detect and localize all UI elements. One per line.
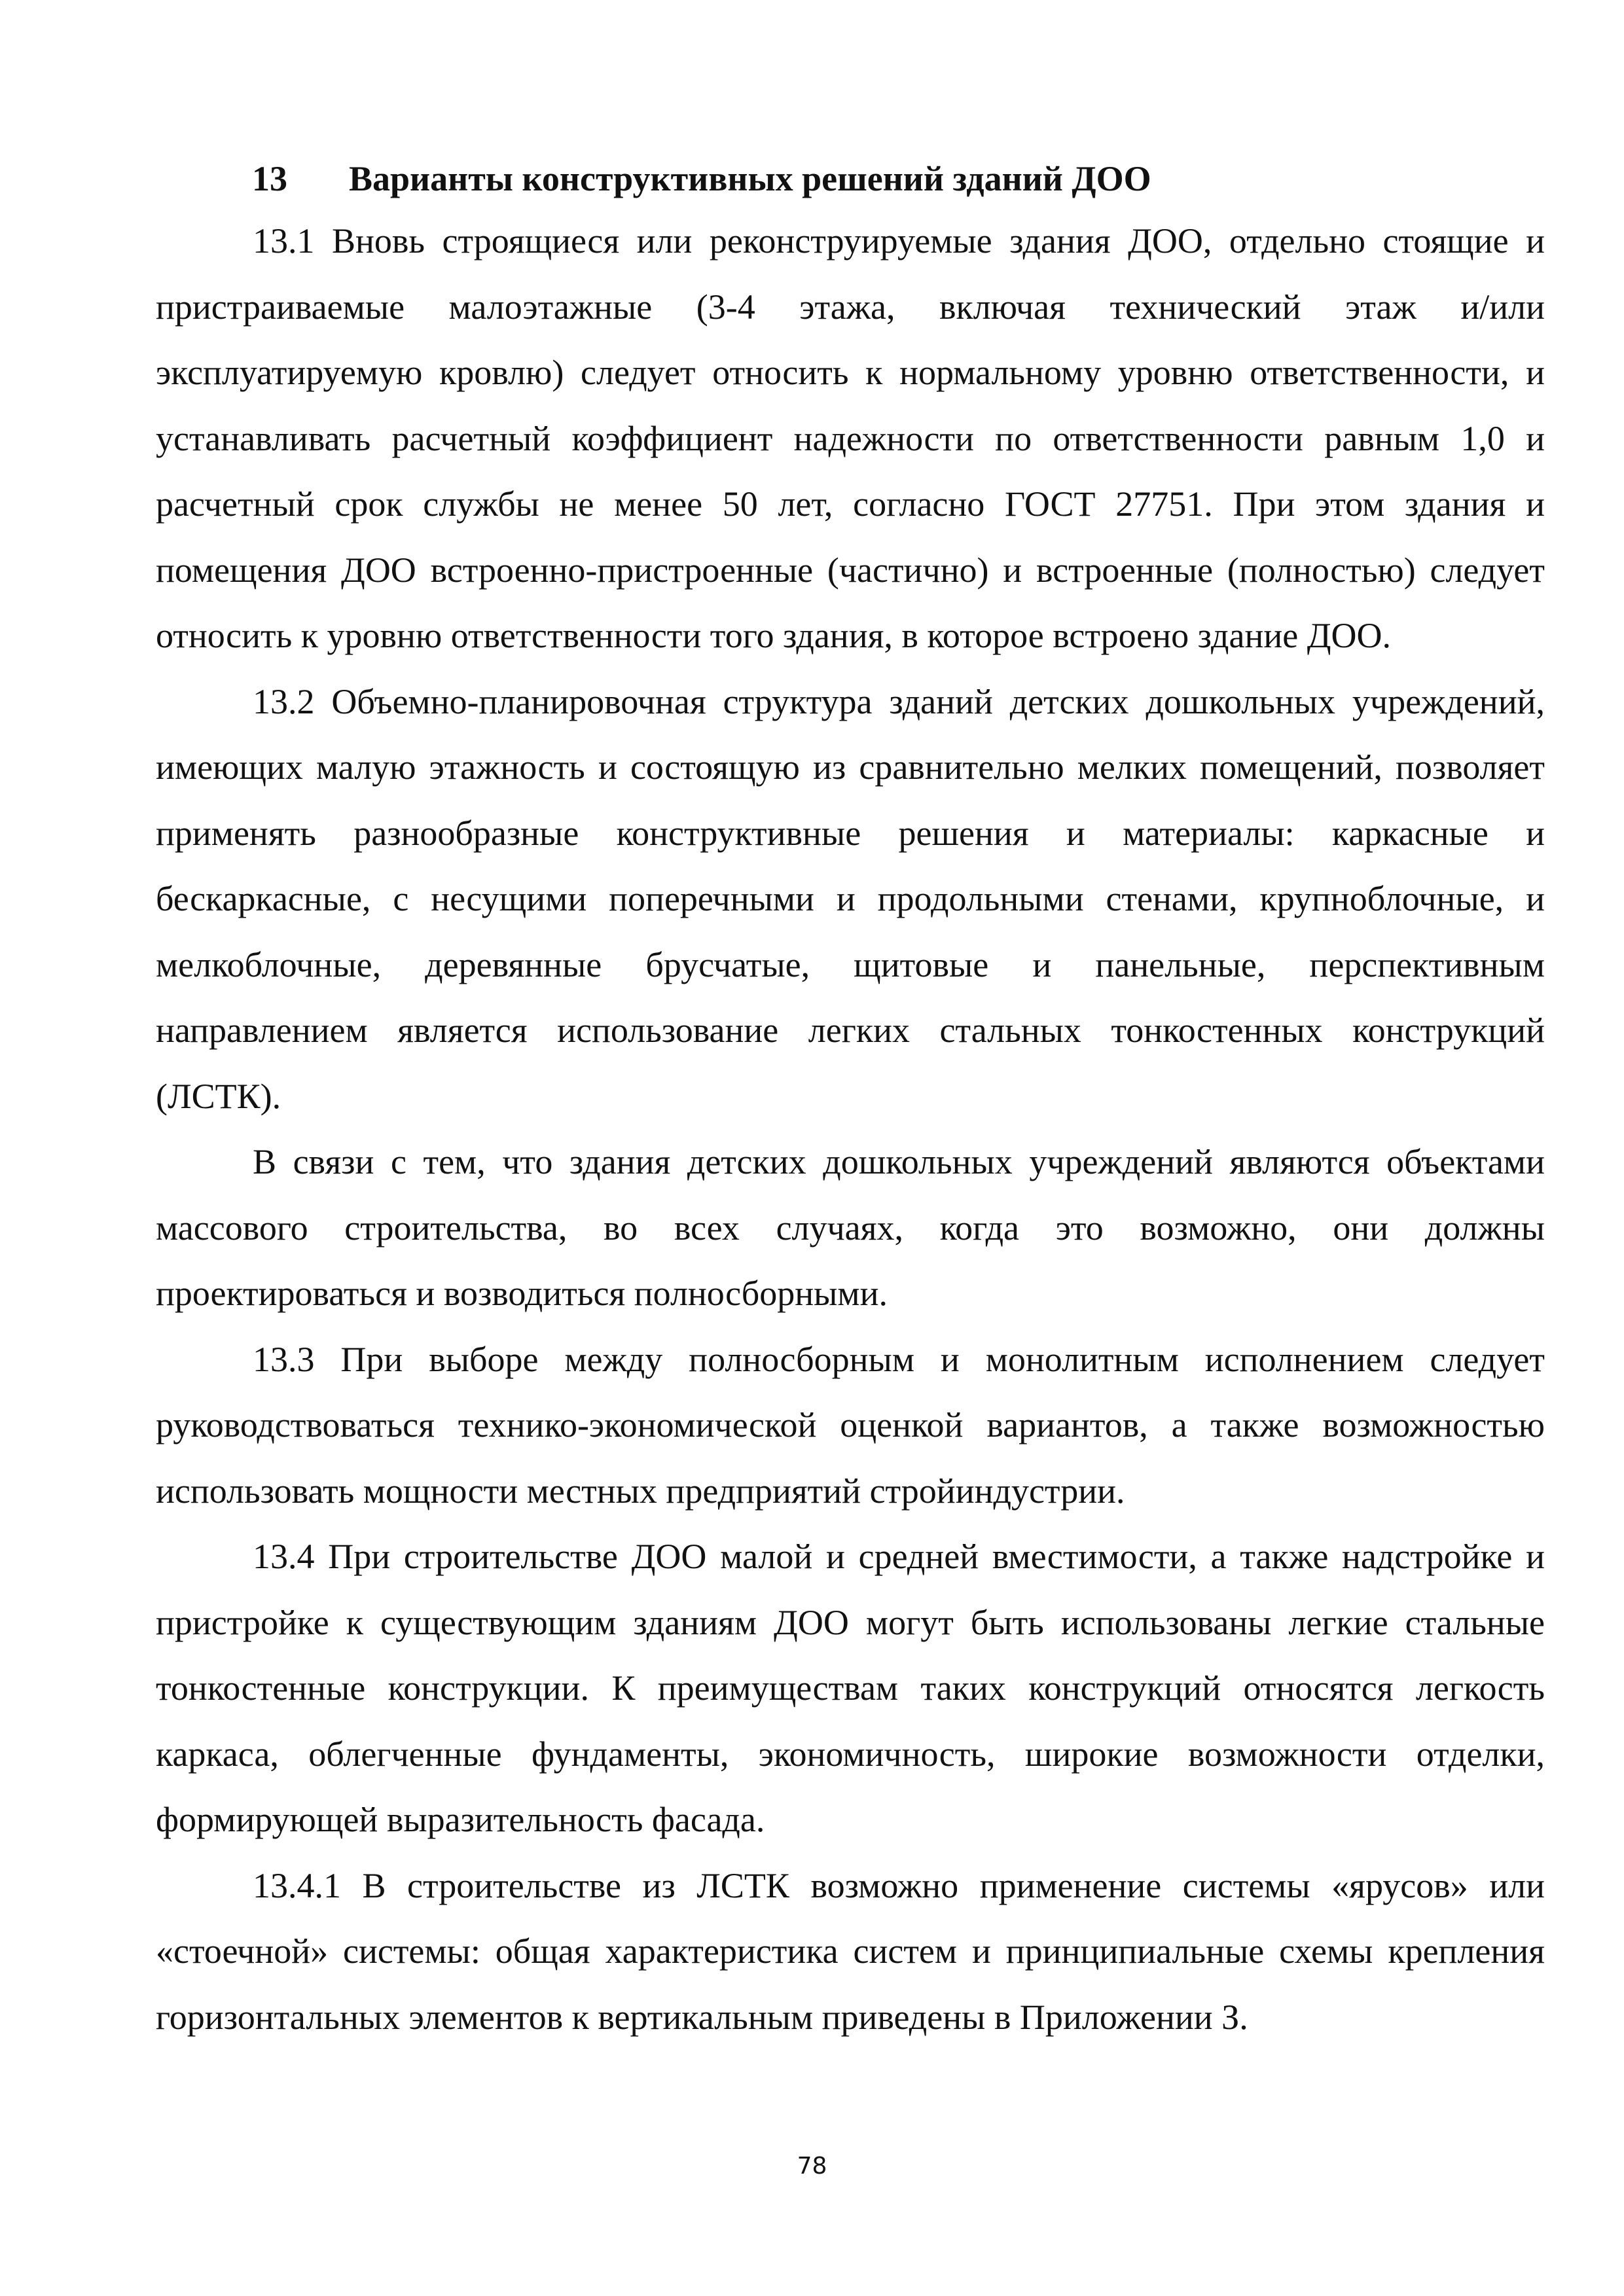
paragraph-13-3: 13.3 При выборе между полносборным и монолитным исполнением следует руководствоваться технико-экономической оценкой вариантов, а также возможностью использовать мощности местных предприятий стройиндустрии. — [156, 1339, 1545, 1511]
paragraph-13-4: 13.4 При строительстве ДОО малой и средней вместимости, а также надстройке и пристройке к существующим зданиям ДОО могут быть использованы легкие стальные тонкостенные конструкции. К преимуществам таких конструкций относятся легкость каркаса, облегченные фундаменты, экономичность, широкие возможности отделки, формирующей выразительность фасада. — [156, 1537, 1545, 1839]
paragraph-13-4-1: 13.4.1 В строительстве из ЛСТК возможно применение системы «ярусов» или «стоечной» системы: общая характеристика систем и принципиальные схемы крепления горизонтальных элементов к вертикальным приведены в Приложении З. — [156, 1865, 1545, 2037]
page-number: 78 — [797, 2153, 827, 2179]
section-number: 13 — [252, 159, 287, 198]
section-body — [156, 208, 1545, 2050]
paragraph-13-2: 13.2 Объемно-планировочная структура зданий детских дошкольных учреждений, имеющих малую этажность и состоящую из сравнительно мелких помещений, позволяет применять разнообразные конструктивные решения и материалы: каркасные и бескаркасные, с несущими поперечными и продольными стенами, крупноблочные, и мелкоблочные, деревянные брусчатые, щитовые и панельные, перспективным направлением является использование легких стальных тонкостенных конструкций (ЛСТК). — [156, 681, 1545, 1116]
paragraph-13-2-continued: В связи с тем, что здания детских дошкольных учреждений являются объектами массового строительства, во всех случаях, когда это возможно, они должны проектироваться и возводиться полносборными. — [156, 1142, 1545, 1313]
section-title: Варианты конструктивных решений зданий ДОО — [349, 159, 1151, 198]
paragraph-13-1: 13.1 Вновь строящиеся или реконструируемые здания ДОО, отдельно стоящие и пристраиваемые малоэтажные (3-4 этажа, включая технический этаж и/или эксплуатируемую кровлю) следует относить к нормальному уровню ответственности, и устанавливать расчетный коэффициент надежности по ответственности равным 1,0 и расчетный срок службы не менее 50 лет, согласно ГОСТ 27751. При этом здания и помещения ДОО встроенно-пристроенные (частично) и встроенные (полностью) следует относить к уровню ответственности того здания, в которое встроено здание ДОО. — [156, 221, 1545, 655]
section-heading — [252, 149, 1151, 208]
